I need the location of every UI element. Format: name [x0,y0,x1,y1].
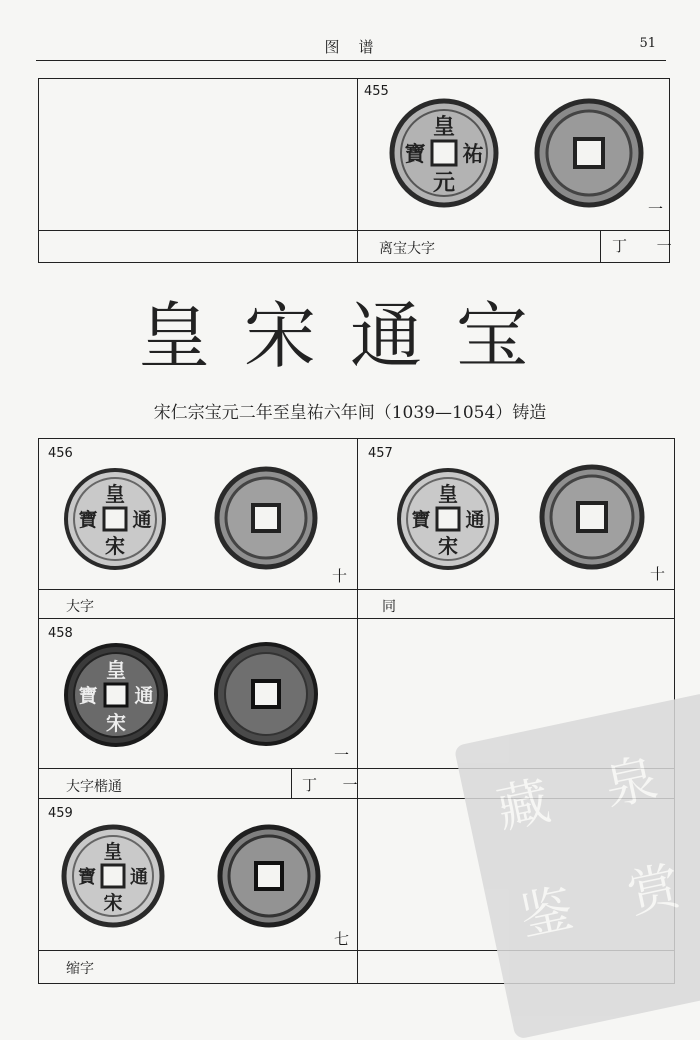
coin-reverse-457 [539,464,645,570]
grade-letter-458: 丁 [302,776,318,794]
grade-digit-455: 一 [656,237,672,255]
coin-char-right: 通 [130,867,148,888]
coin-char-bottom: 宋 [103,892,123,914]
entry-number-459: 459 [48,806,73,821]
coin-char-top: 皇 [103,841,123,863]
coin-obverse-458 [63,642,169,748]
coin-char-right: 通 [134,685,154,707]
grade-mark-457: 十 [650,565,666,583]
grade-458 [302,774,358,795]
row-rule-1 [38,589,675,590]
main-title: 皇宋通宝 [137,294,562,378]
coin-char-left: 寶 [411,509,431,531]
coin-char-right: 祐 [462,141,484,166]
grade-mark-455: 一 [648,200,664,218]
grade-cell-divider-458 [291,768,292,798]
watermark-seal: 藏 泉 鉴 赏 [454,692,700,1040]
coin-reverse-458 [213,641,319,747]
coin-reverse-455 [534,98,644,208]
coin-char-left: 寶 [404,141,426,166]
coin-reverse-459 [217,824,321,928]
coin-char-left: 寶 [78,685,98,707]
entry-label-457: 同 [382,599,396,615]
coin-char-top: 皇 [106,658,126,682]
entry-label-458: 大字楷通 [66,779,122,795]
subtitle: 宋仁宗宝元二年至皇祐六年间（1039—1054）铸造 [153,403,547,423]
grade-mark-458: 一 [334,746,350,764]
coin-char-top: 皇 [438,482,458,506]
header-rule [36,60,666,61]
coin-char-left: 寶 [78,509,98,531]
entry-label-455: 离宝大字 [379,241,435,257]
coin-char-top: 皇 [432,114,456,140]
coin-obverse-457 [396,467,500,571]
coin-char-right: 通 [465,509,485,531]
coin-char-bottom: 宋 [438,534,458,558]
coin-char-right: 通 [132,509,152,531]
entry-number-455: 455 [364,84,389,99]
top-table-divider [357,78,358,263]
coin-char-top: 皇 [105,482,125,506]
page-number: 51 [639,36,656,51]
entry-number-457: 457 [368,446,393,461]
coin-reverse-456 [214,466,318,570]
entry-number-456: 456 [48,446,73,461]
grade-mark-456: 十 [332,567,348,585]
coin-obverse-459 [61,824,165,928]
coin-char-bottom: 宋 [106,711,126,735]
entry-label-459: 缩字 [66,961,94,977]
entry-label-456: 大字 [66,599,94,615]
header-title: 图 谱 [324,38,376,56]
grade-letter-455: 丁 [612,237,628,255]
row-rule-2 [38,618,675,619]
grade-digit-458: 一 [342,776,358,794]
top-table-row-rule [38,230,670,231]
coin-char-left: 寶 [78,867,96,888]
coin-char-bottom: 元 [432,170,456,196]
grade-mark-459: 七 [334,930,350,948]
coin-obverse-456 [63,467,167,571]
coin-obverse-455 [389,98,499,208]
grade-455 [612,235,672,256]
grade-cell-divider [600,230,601,263]
entry-number-458: 458 [48,626,73,641]
catalog-column-divider [357,438,358,984]
coin-char-bottom: 宋 [105,534,125,558]
